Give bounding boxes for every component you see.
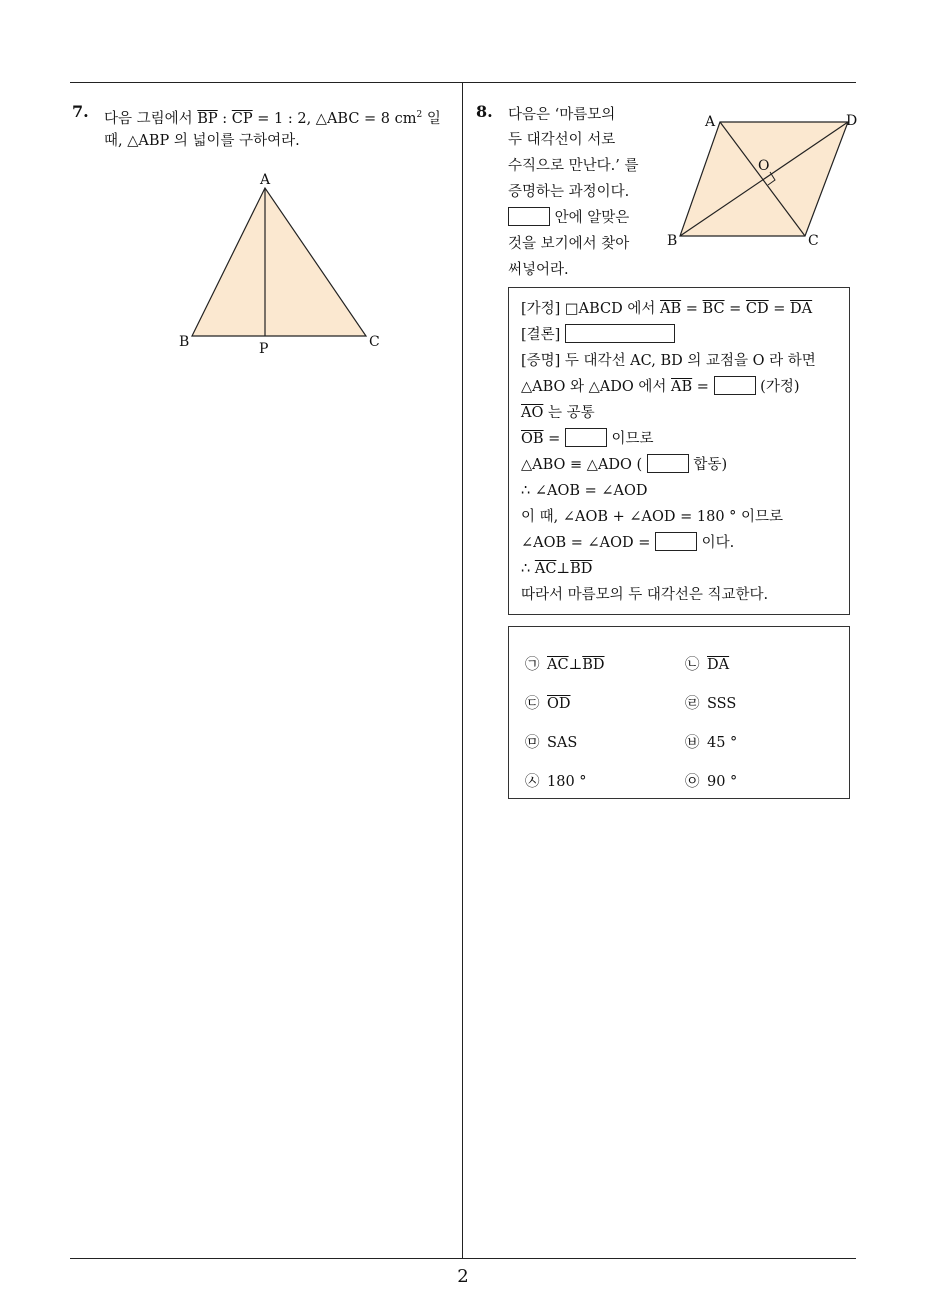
choice-ov1: $\overline{AC}$	[547, 657, 569, 673]
choice-1[interactable]	[525, 653, 605, 674]
hyp-eq2: =	[724, 301, 746, 317]
choice-2[interactable]	[685, 653, 729, 674]
label-o: O	[758, 158, 770, 174]
proof-line8: ∴ ∠AOB = ∠AOD	[521, 483, 648, 499]
q7-number: 7.	[72, 102, 89, 121]
proof-line11	[521, 558, 592, 580]
choice-ov2: $\overline{BD}$	[582, 657, 605, 673]
choice-text: SSS	[707, 696, 737, 712]
q8-intro-5	[508, 207, 629, 229]
proof-line10	[521, 532, 734, 554]
choice-8[interactable]	[685, 770, 737, 791]
l4-text: △ABO 와 △ADO 에서	[521, 379, 672, 395]
choice-mark: ㉥	[685, 735, 700, 751]
q7-text-c: 일	[422, 110, 441, 127]
hyp-da: $\overline{DA}$	[790, 301, 813, 317]
q7-text-a: 다음 그림에서	[104, 110, 198, 127]
l11-ac: $\overline{AC}$	[534, 561, 557, 577]
label-c: C	[369, 334, 380, 350]
proof-line6	[521, 428, 654, 450]
hyp-cd: $\overline{CD}$	[745, 301, 769, 317]
conclusion-blank[interactable]	[565, 324, 675, 343]
proof-line12: 따라서 마름모의 두 대각선은 직교한다.	[521, 587, 769, 603]
label-a: A	[260, 172, 271, 188]
top-rule	[70, 82, 856, 83]
q8-intro-5-text: 안에 알맞은	[554, 210, 630, 226]
label-b: B	[667, 233, 678, 249]
bottom-rule	[70, 1258, 856, 1259]
q8-intro-1: 다음은 ‘마름모의	[508, 107, 616, 123]
proof-line9: 이 때, ∠AOB + ∠AOD = 180 ° 이므로	[521, 509, 784, 525]
proof-conclusion	[521, 324, 675, 346]
proof-line3: [증명] 두 대각선 AC, BD 의 교점을 O 라 하면	[521, 353, 816, 369]
label-p: P	[259, 341, 269, 357]
l10-post: 이다.	[697, 535, 735, 551]
hyp-text: [가정] □ABCD 에서	[521, 301, 660, 317]
choice-5[interactable]	[525, 731, 577, 752]
q7-cp: $\overline{CP}$	[231, 110, 253, 127]
l5-post: 는 공통	[543, 405, 595, 421]
blank-4[interactable]	[655, 532, 697, 551]
choice-text: SAS	[547, 735, 578, 751]
choice-text: 90 °	[707, 774, 738, 790]
proof-line7	[521, 454, 727, 476]
answer-blank-example	[508, 207, 550, 226]
choice-6[interactable]	[685, 731, 737, 752]
l6-ob: $\overline{OB}$	[521, 431, 544, 447]
l5-ao: $\overline{AO}$	[521, 405, 544, 421]
choice-mark: ㉢	[525, 696, 540, 712]
choice-mark: ㉤	[525, 735, 540, 751]
column-divider	[462, 82, 463, 1258]
l6-eq: =	[543, 431, 565, 447]
hyp-ab: $\overline{AB}$	[660, 301, 682, 317]
choice-mark: ㉡	[685, 657, 700, 673]
q8-intro-4: 증명하는 과정이다.	[508, 184, 630, 200]
proof-line4	[521, 376, 799, 398]
blank-1[interactable]	[714, 376, 756, 395]
choice-mark: ㉦	[525, 774, 540, 790]
q7-text-line1	[104, 104, 441, 130]
q7-colon: :	[217, 110, 232, 127]
choice-mark: ㉠	[525, 657, 540, 673]
choice-text: 180 °	[547, 774, 587, 790]
blank-3[interactable]	[647, 454, 689, 473]
q8-rhombus-figure	[660, 108, 870, 253]
hyp-eq1: =	[681, 301, 703, 317]
l7-post: 합동)	[688, 457, 728, 473]
choice-mark: ㉣	[685, 696, 700, 712]
blank-2[interactable]	[565, 428, 607, 447]
l6-post: 이므로	[606, 431, 654, 447]
label-b: B	[179, 334, 190, 350]
page-number: 2	[457, 1266, 469, 1287]
choice-7[interactable]	[525, 770, 587, 791]
q7-triangle-figure	[170, 168, 390, 358]
triangle-abc	[192, 188, 366, 336]
l11-perp: ⊥	[556, 561, 571, 577]
proof-hypothesis	[521, 298, 812, 320]
l4-eq: =	[692, 379, 714, 395]
q7-bp: $\overline{BP}$	[197, 110, 218, 127]
hyp-eq3: =	[768, 301, 791, 317]
choice-4[interactable]	[685, 692, 736, 713]
l7-pre: △ABO ≡ △ADO (	[521, 457, 643, 473]
q8-intro-6: 것을 보기에서 찾아	[508, 236, 630, 252]
proof-line5	[521, 402, 595, 424]
choice-ov1: $\overline{DA}$	[707, 657, 730, 673]
l11-bd: $\overline{BD}$	[570, 561, 593, 577]
q7-text-line2: 때, △ABP 의 넓이를 구하여라.	[104, 133, 300, 149]
l4-post: (가정)	[755, 379, 800, 395]
choice-mid: ⊥	[568, 657, 583, 673]
q8-intro-3: 수직으로 만난다.’ 를	[508, 158, 639, 174]
l4-ab: $\overline{AB}$	[671, 379, 693, 395]
choice-ov1: $\overline{OD}$	[547, 696, 571, 712]
choice-3[interactable]	[525, 692, 571, 713]
conclusion-label: [결론]	[521, 327, 561, 343]
q7-text-b: = 1 : 2, △ABC = 8 cm	[252, 110, 417, 127]
label-d: D	[846, 113, 858, 129]
choices-box	[508, 626, 850, 799]
proof-box	[508, 287, 850, 615]
l10-pre: ∠AOB = ∠AOD =	[521, 535, 656, 551]
label-c: C	[808, 233, 819, 249]
label-a: A	[705, 114, 716, 130]
q8-number: 8.	[476, 102, 493, 121]
hyp-bc: $\overline{BC}$	[702, 301, 725, 317]
q7-sup: 2	[416, 110, 423, 120]
q8-intro-2: 두 대각선이 서로	[508, 132, 616, 148]
q8-intro-7: 써넣어라.	[508, 262, 569, 278]
l11-pre: ∴	[521, 561, 535, 577]
choice-text: 45 °	[707, 735, 738, 751]
choice-mark: ㉧	[685, 774, 700, 790]
